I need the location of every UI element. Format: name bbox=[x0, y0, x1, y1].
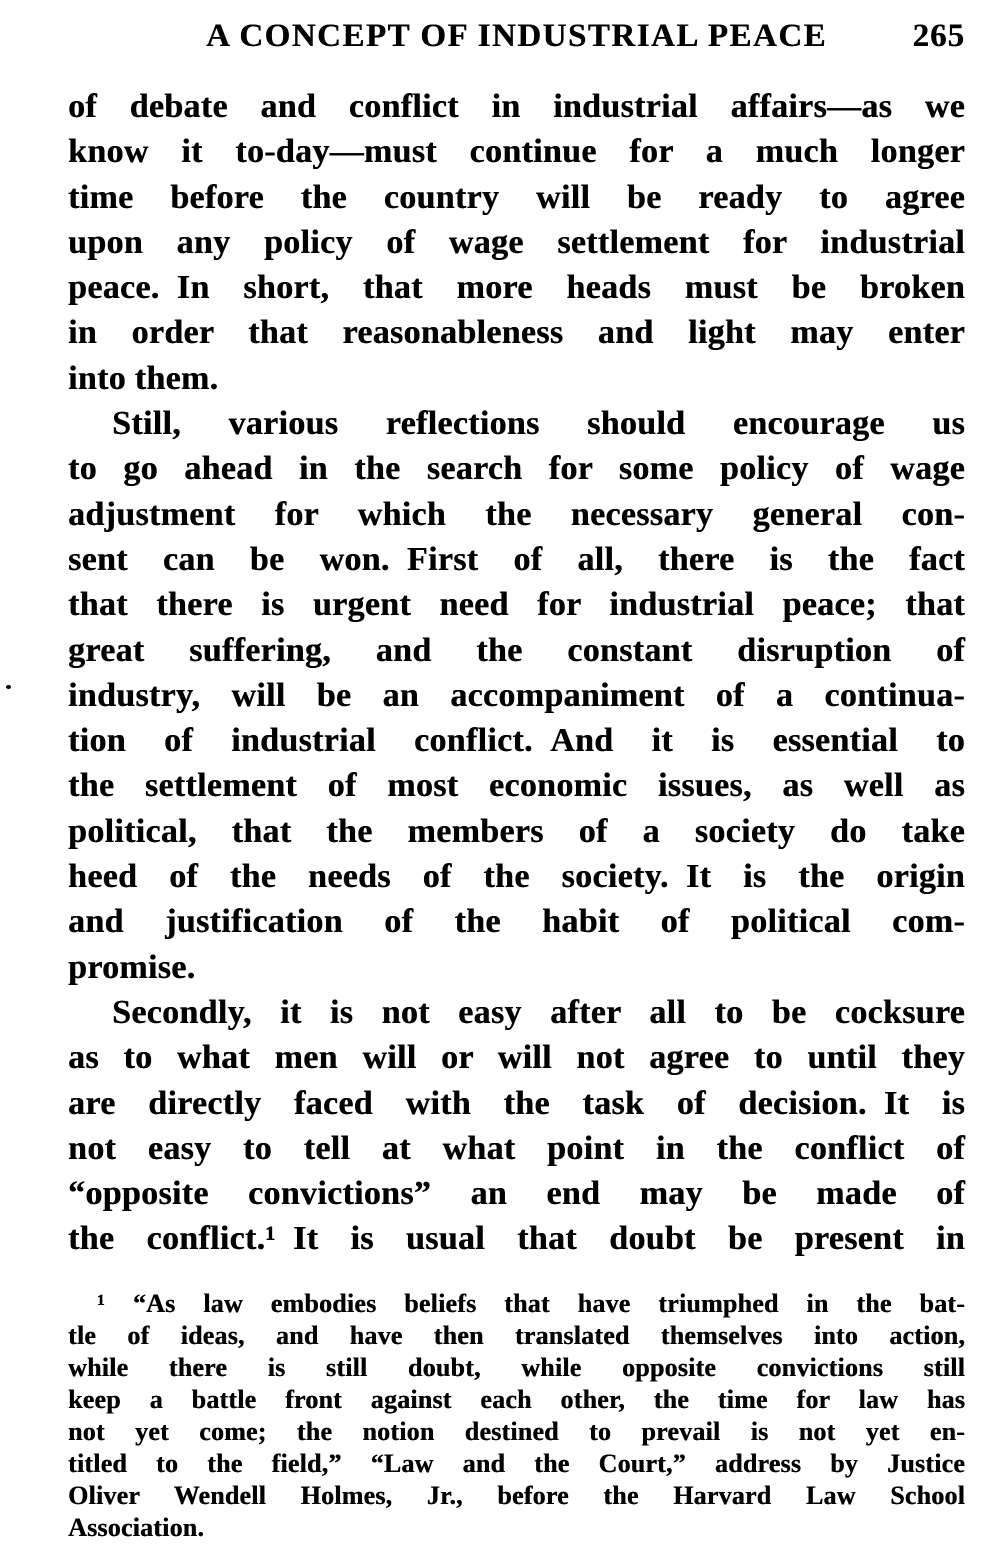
footnote bbox=[68, 1288, 965, 1544]
text-line: time before the country will be ready to agree bbox=[68, 178, 965, 216]
text-line: not easy to tell at what point in the conflict of bbox=[68, 1129, 965, 1167]
text-line: Secondly, it is not easy after all to be cocksure bbox=[112, 993, 965, 1031]
text-line: tle of ideas, and have then translated themselves into action, bbox=[68, 1321, 965, 1350]
text-line: titled to the field,” “Law and the Court,” address by Justice bbox=[68, 1449, 965, 1478]
text-line: heed of the needs of the society. It is the origin bbox=[68, 858, 965, 896]
text-line: that there is urgent need for industrial peace; that bbox=[68, 586, 965, 624]
running-header bbox=[68, 16, 965, 56]
text-line: the settlement of most economic issues, as well as bbox=[68, 767, 965, 805]
body-text bbox=[68, 84, 965, 1262]
text-line: know it to-day—must continue for a much longer bbox=[68, 133, 965, 171]
text-line: “opposite convictions” an end may be made of bbox=[68, 1175, 965, 1213]
text-line: Still, various reflections should encourage us bbox=[112, 405, 965, 443]
text-line: tion of industrial conflict. And it is essential to bbox=[68, 722, 965, 760]
text-line: promise. bbox=[68, 948, 196, 986]
text-line: as to what men will or will not agree to until they bbox=[68, 1039, 965, 1077]
page-number: 265 bbox=[912, 18, 965, 54]
text-line: not yet come; the notion destined to prevail is not yet en- bbox=[68, 1417, 965, 1446]
text-line: are directly faced with the task of decision. It is bbox=[68, 1084, 965, 1122]
text-line: to go ahead in the search for some policy of wage bbox=[68, 450, 965, 488]
text-line: Oliver Wendell Holmes, Jr., before the Harvard Law School bbox=[68, 1481, 965, 1510]
text-line: sent can be won. First of all, there is the fact bbox=[68, 540, 965, 578]
text-line: great suffering, and the constant disruption of bbox=[68, 631, 965, 669]
text-line: keep a battle front against each other, the time for law has bbox=[68, 1385, 965, 1414]
text-line: of debate and conflict in industrial affairs—as we bbox=[68, 88, 965, 125]
text-line: adjustment for which the necessary general con- bbox=[68, 495, 965, 533]
text-line: Association. bbox=[68, 1513, 205, 1542]
text-line: upon any policy of wage settlement for industrial bbox=[68, 223, 965, 261]
text-line: peace. In short, that more heads must be broken bbox=[68, 269, 965, 307]
text-line: ¹ “As law embodies beliefs that have triumphed in the bat- bbox=[97, 1289, 965, 1318]
text-line: the conflict.¹ It is usual that doubt be present in bbox=[68, 1220, 965, 1258]
text-line: in order that reasonableness and light may enter bbox=[68, 314, 965, 352]
header-title: A CONCEPT OF INDUSTRIAL PEACE bbox=[205, 18, 828, 54]
text-line: and justification of the habit of political com- bbox=[68, 903, 965, 941]
text-line: while there is still doubt, while opposite convictions still bbox=[68, 1353, 965, 1382]
text-line: into them. bbox=[68, 359, 219, 397]
text-line: industry, will be an accompaniment of a continua- bbox=[68, 676, 965, 714]
text-line: political, that the members of a society do take bbox=[68, 812, 965, 850]
ink-speck bbox=[6, 685, 11, 689]
